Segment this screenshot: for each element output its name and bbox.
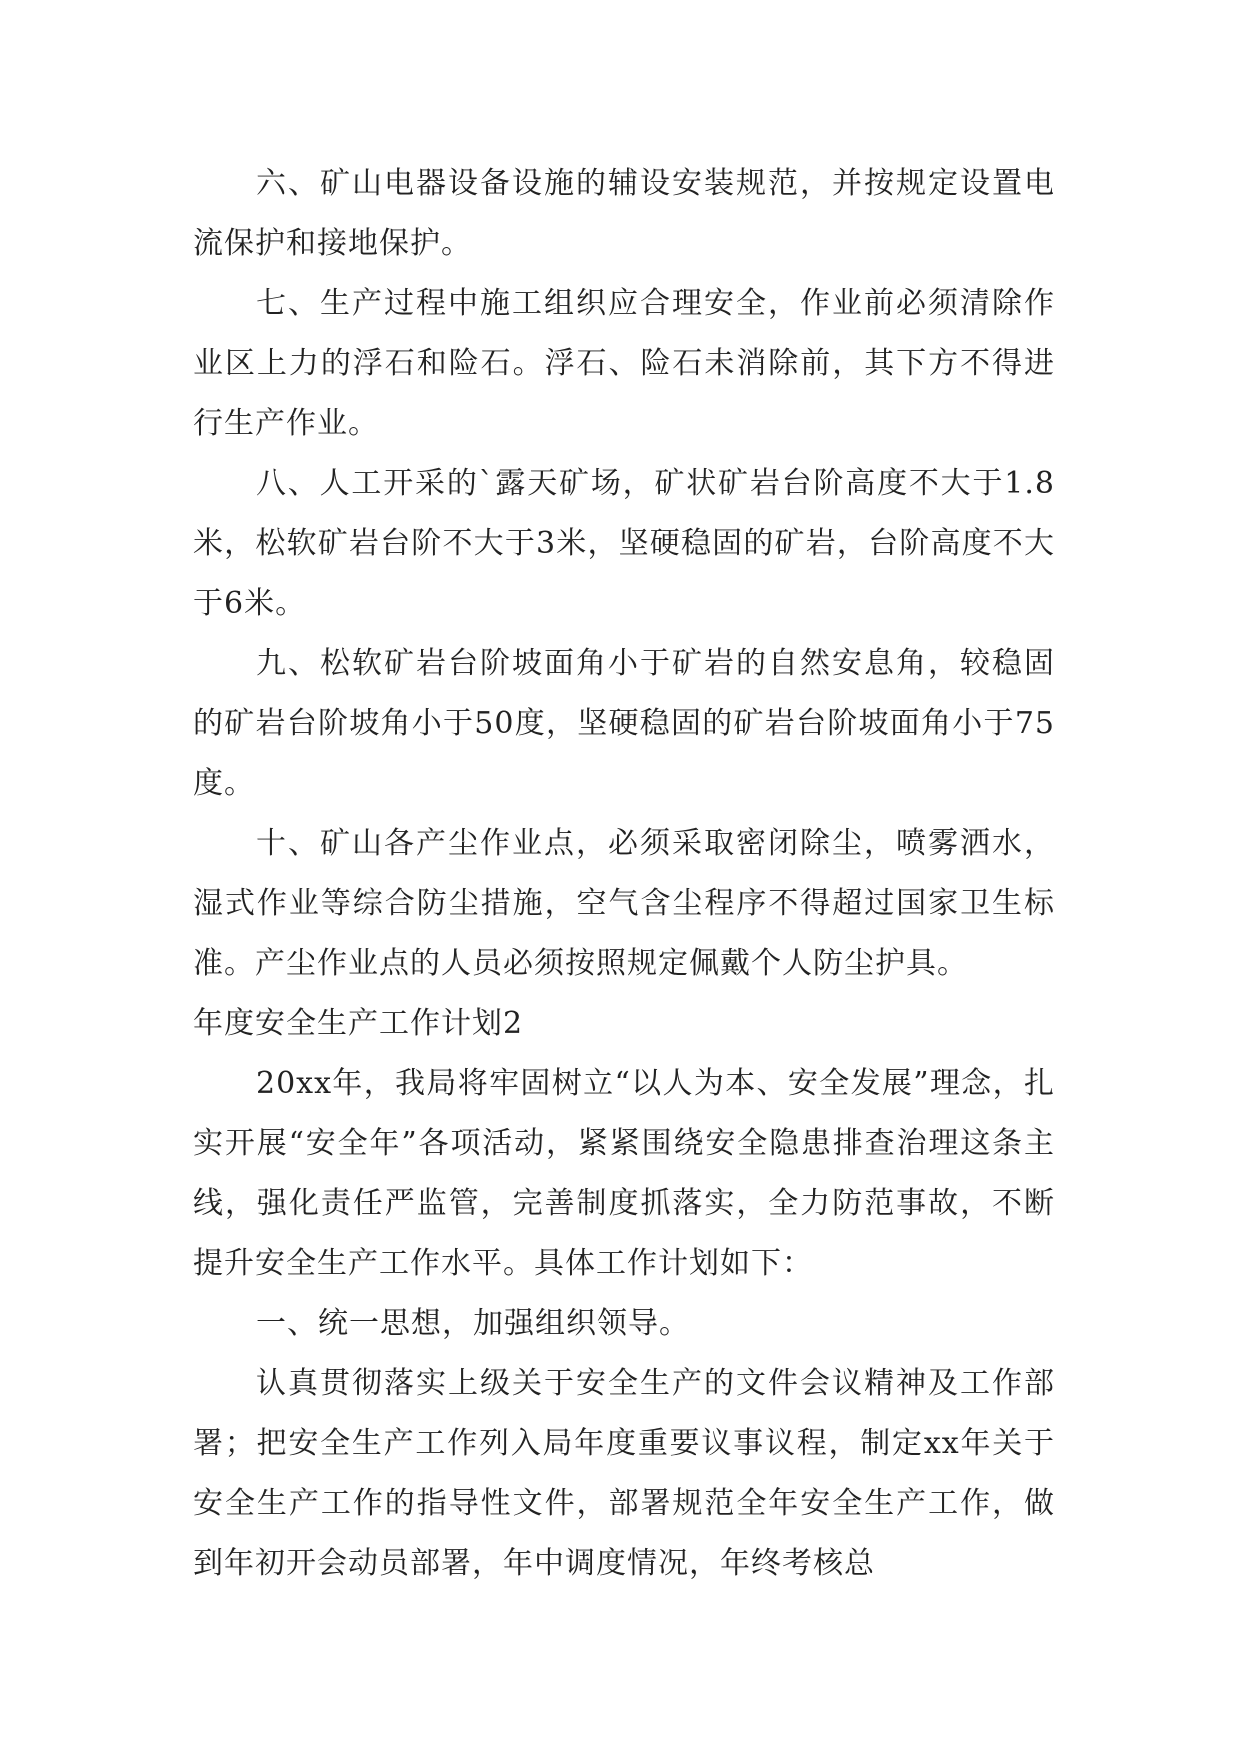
paragraph-item-6: 六、矿山电器设备设施的辅设安装规范，并按规定设置电流保护和接地保护。 bbox=[193, 166, 1055, 261]
plan-point-1-heading: 一、统一思想，加强组织领导。 bbox=[256, 1306, 690, 1341]
plan-intro-paragraph: 20xx年，我局将牢固树立“以人为本、安全发展”理念，扎实开展“安全年”各项活动，紧紧围绕安全隐患排查治理这条主线，强化责任严监管，完善制度抓落实，全力防范事故，不断提升安全生产工作水平。具体工作计划如下： bbox=[193, 1066, 1055, 1281]
paragraph-item-9: 九、松软矿岩台阶坡面角小于矿岩的自然安息角，较稳固的矿岩台阶坡角小于50度，坚硬稳固的矿岩台阶坡面角小于75度。 bbox=[193, 646, 1055, 801]
plan-point-1-body: 认真贯彻落实上级关于安全生产的文件会议精神及工作部署；把安全生产工作列入局年度重要议事议程，制定xx年关于安全生产工作的指导性文件，部署规范全年安全生产工作，做到年初开会动员部署，年中调度情况，年终考核总 bbox=[193, 1366, 1055, 1581]
section-heading: 年度安全生产工作计划2 bbox=[193, 1006, 524, 1041]
paragraph-item-8: 八、人工开采的`露天矿场，矿状矿岩台阶高度不大于1.8米，松软矿岩台阶不大于3米，坚硬稳固的矿岩，台阶高度不大于6米。 bbox=[193, 466, 1055, 621]
document-body bbox=[193, 154, 1055, 1594]
paragraph-item-10: 十、矿山各产尘作业点，必须采取密闭除尘，喷雾洒水，湿式作业等综合防尘措施，空气含尘程序不得超过国家卫生标准。产尘作业点的人员必须按照规定佩戴个人防尘护具。 bbox=[193, 826, 1055, 981]
paragraph-item-7: 七、生产过程中施工组织应合理安全，作业前必须清除作业区上力的浮石和险石。浮石、险石未消除前，其下方不得进行生产作业。 bbox=[193, 286, 1055, 441]
